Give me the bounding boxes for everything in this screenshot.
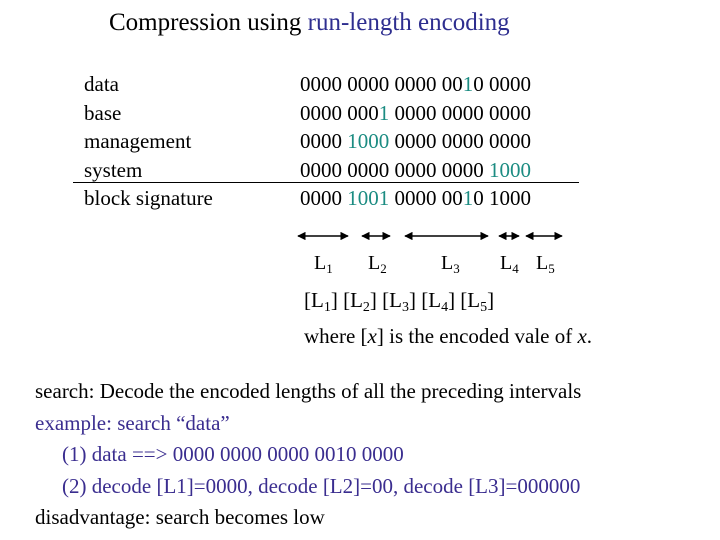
- encoded-sequence: $[L_1]$ $[L_2]$ $[L_3]$ $[L_4]$ $[L_5]$: [304, 288, 495, 315]
- bit-segment: 0000 0000 0000 0000: [300, 157, 489, 182]
- search-note: search: Decode the encoded lengths of all the preceding intervals: [35, 379, 582, 403]
- example-heading: example: search “data”: [35, 410, 230, 435]
- title-prefix: Compression using: [109, 9, 308, 36]
- run-label: $L_3$: [441, 252, 460, 276]
- word-item: management: [84, 129, 192, 153]
- bit-segment: 0 1000: [473, 186, 531, 210]
- bit-segment: 0000 0000 0000: [389, 129, 531, 153]
- bit-segment: 0000: [300, 186, 348, 210]
- bit-segment-highlight: 1000: [347, 129, 390, 153]
- word-item: base: [84, 100, 122, 125]
- bit-segment-highlight: 1: [378, 100, 390, 125]
- bit-segment: 0000 00: [389, 186, 463, 210]
- run-label: $L_4$: [500, 252, 519, 276]
- bit-segment: 0000 0000 0000 00: [300, 72, 463, 96]
- title-highlight: run-length encoding: [307, 9, 510, 36]
- word-item: data: [84, 72, 119, 96]
- encoded-definition: where [x] is the encoded vale of x.: [304, 324, 593, 348]
- word-item: system: [84, 157, 143, 182]
- example-step-2: (2) decode [L1]=0000, decode [L2]=00, decode [L3]=000000: [62, 473, 581, 498]
- run-label: $L_2$: [368, 252, 387, 276]
- bit-segment: 0000 0000 0000: [389, 100, 531, 125]
- example-step-1: (1) data ==> 0000 0000 0000 0010 0000: [62, 442, 404, 466]
- bit-segment: 0000 000: [300, 100, 379, 125]
- bit-segment: 0000: [300, 129, 348, 153]
- bit-segment-highlight: 1: [462, 186, 474, 210]
- word-item: block signature: [84, 186, 213, 210]
- bit-segment: 0 0000: [473, 72, 531, 96]
- bit-segment-highlight: 1000: [489, 157, 531, 182]
- run-label: $L_1$: [314, 252, 333, 276]
- bit-segment-highlight: 1001: [347, 186, 390, 210]
- explanation-block: [35, 376, 581, 534]
- bit-segment-highlight: 1: [462, 72, 474, 96]
- run-label: $L_5$: [536, 252, 555, 276]
- encoded-lengths: [304, 286, 592, 351]
- disadvantage-note: disadvantage: search becomes low: [35, 505, 325, 529]
